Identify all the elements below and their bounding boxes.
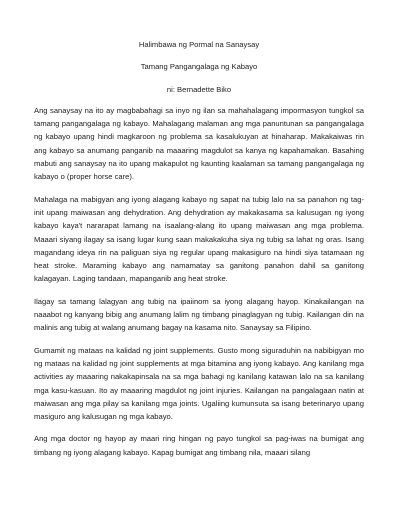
document-page [34, 38, 364, 468]
document-subtitle: Tamang Pangangalaga ng Kabayo [140, 62, 258, 72]
document-author: ni: Bernadette Biko [166, 84, 232, 94]
paragraph-supplements: Gumamit ng mataas na kalidad ng joint supplements. Gusto mong siguraduhin na nabibigyan mo ng mataas na kalidad ng joint supplements at mga bitamina ang iyong kabayo. Ang kanilang mga activities ay maaaring nakakapinsala na sa mga bahagi ng kanilang katawan lalo na sa kanilang mga kasu-kasuan. Ito ay maaaring magdulot ng joint injuries. Kailangan na pangalagaan natin at maiwasan ang mga pilay sa kanilang mga joints. Ugaliing kumunsuta sa isang beterinaryo upang masiguro ang kalusugan ng mga kabayo. [34, 345, 364, 422]
paragraph-container: Ilagay sa tamang lalagyan ang tubig na ipaiinom sa iyong alagang hayop. Kinakailangan na naaabot ng kanyang bibig ang anumang lalim ng timbang pinaglagyan ng tubig. Kailangan din na malinis ang tubig at walang anumang bagay na kasama nito. Sanaysay sa Filipino. [34, 296, 364, 333]
paragraph-doctor: Ang mga doctor ng hayop ay maari ring hingan ng payo tungkol sa pag-iwas na bumigat ang timbang ng iyong alagang kabayo. Kapag bumigat ang timbang nila, maaari silang [34, 434, 364, 457]
paragraph-intro: Ang sanaysay na ito ay magbabahagi sa inyo ng ilan sa mahahalagang impormasyon tungkol sa tamang pangangalaga ng kabayo. Mahalagang malaman ang mga panuntunan sa pangangalaga ng kabayo upang hindi magkaroon ng problema sa kasalukuyan at hinaharap. Makakaiwas rin ang kabayo sa anumang panganib na maaaring magdulot sa kanya ng kapahamakan. Basahing mabuti ang sanaysay na ito upang makapulot ng kaunting kaalaman sa tamang pangangalaga ng kabayo o (proper horse care). [34, 105, 364, 182]
document-title: Halimbawa ng Pormal na Sanaysay [138, 40, 260, 49]
paragraph-water: Mahalaga na mabigyan ang iyong alagang kabayo ng sapat na tubig lalo na sa panahon ng tag-init upang maiwasan ang dehydration. Ang dehydration ay makakasama sa kalusugan ng iyong kabayo kaya't nararapat lamang na isaalang-alang ito upang maiwasan ang mga problema. Maaari siyang ilagay sa isang lugar kung saan makakakuha siya ng tubig sa lahat ng oras. Isang magandang ideya rin na paliguan siya ng regular upang makasiguro na hindi siya tatamaan ng heat stroke. Maraming kabayo ang namamatay sa ganitong panahon dahil sa ganitong kalagayan. Laging tandaan, mapanganib ang heat stroke. [34, 194, 364, 284]
